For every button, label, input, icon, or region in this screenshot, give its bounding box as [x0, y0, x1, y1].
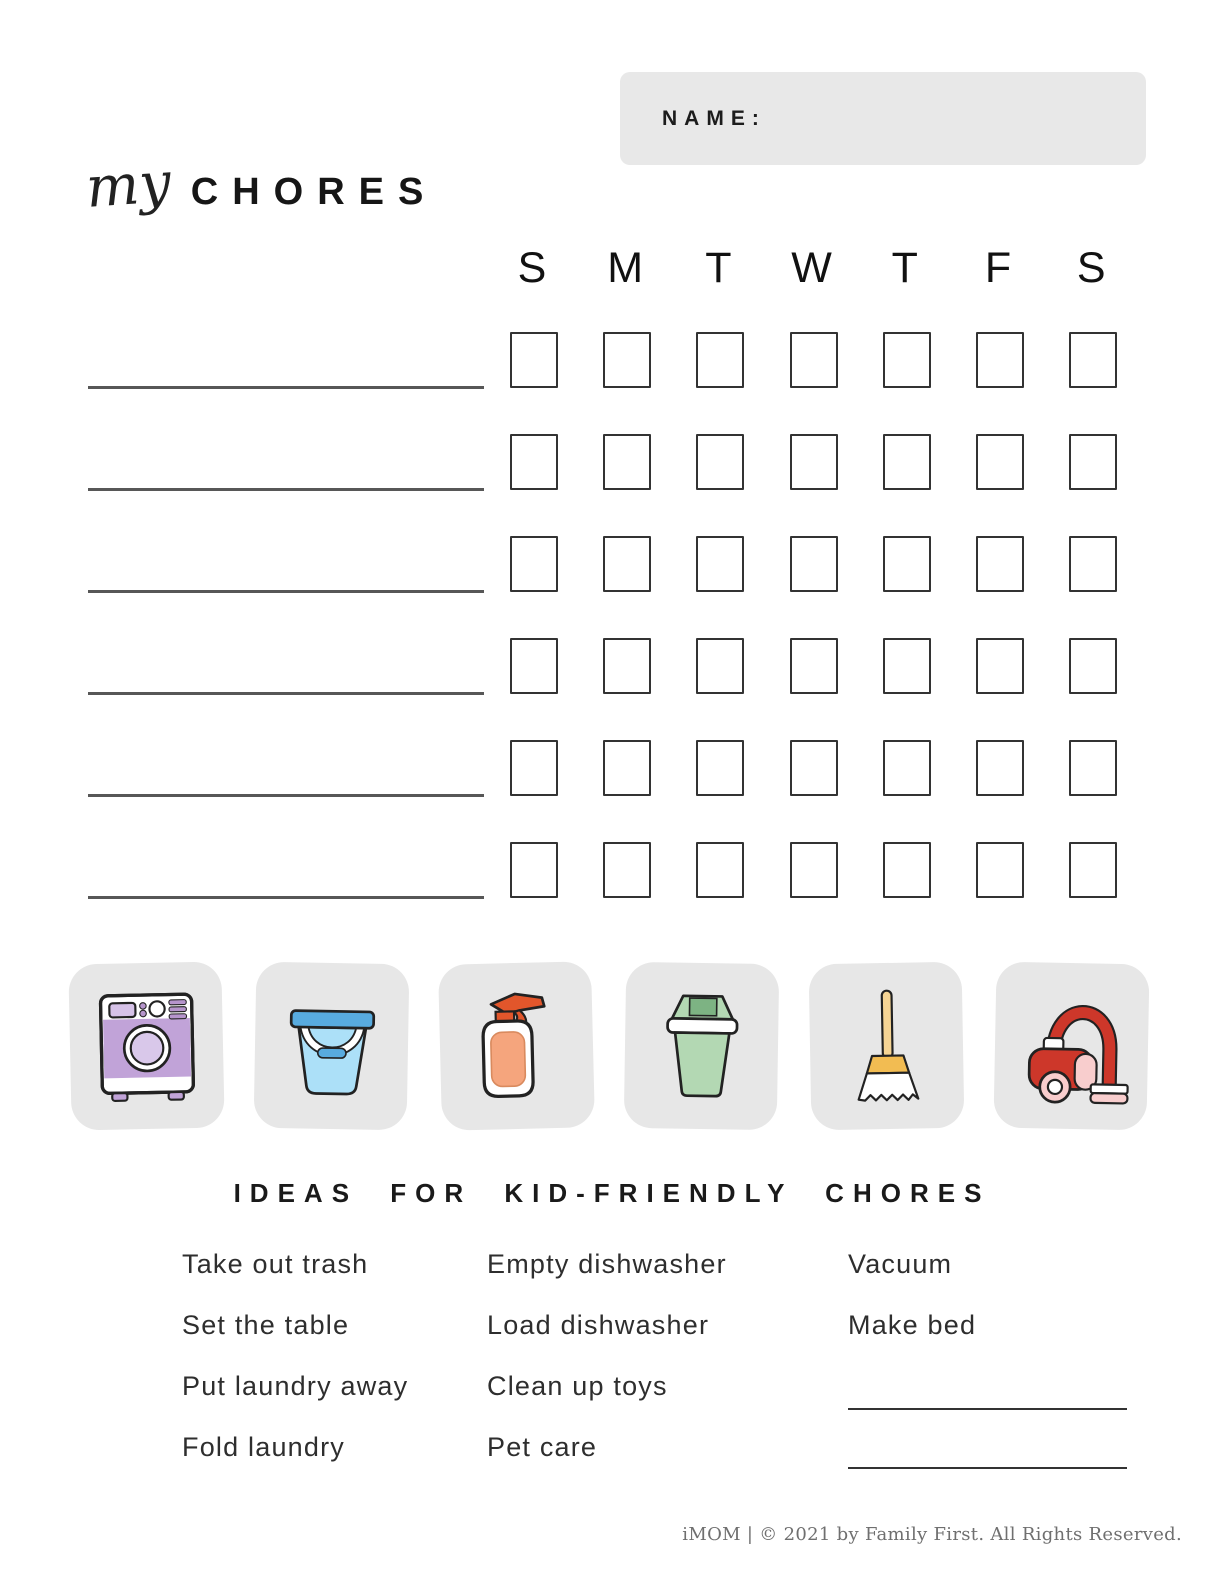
trash-can-icon [641, 981, 763, 1111]
page-title [83, 150, 438, 221]
idea-item: Clean up toys [487, 1371, 668, 1401]
day-checkbox[interactable] [696, 842, 744, 898]
day-checkbox[interactable] [510, 638, 558, 694]
day-checkbox[interactable] [976, 536, 1024, 592]
name-input-box[interactable] [620, 72, 1146, 165]
ideas-column-3 [848, 1248, 976, 1370]
day-checkbox[interactable] [510, 842, 558, 898]
day-header-0: S [517, 244, 547, 292]
day-checkbox[interactable] [1069, 536, 1117, 592]
day-checkbox[interactable] [790, 434, 838, 490]
day-checkbox[interactable] [883, 332, 931, 388]
day-checkbox[interactable] [603, 536, 651, 592]
broom-tile [809, 962, 965, 1131]
day-checkbox[interactable] [603, 740, 651, 796]
day-checkbox[interactable] [790, 842, 838, 898]
day-checkbox[interactable] [510, 434, 558, 490]
title-caps-word: CHORES [190, 171, 438, 213]
day-checkbox[interactable] [883, 638, 931, 694]
day-checkbox[interactable] [883, 740, 931, 796]
day-checkbox[interactable] [1069, 842, 1117, 898]
custom-chore-line[interactable] [848, 1408, 1127, 1410]
vacuum-icon [1010, 981, 1132, 1111]
washing-machine-icon [85, 981, 208, 1111]
day-header-5: F [984, 244, 1012, 292]
washing-machine-tile [68, 961, 224, 1130]
day-checkbox[interactable] [1069, 332, 1117, 388]
idea-item: Make bed [848, 1310, 977, 1340]
name-label: NAME: [662, 106, 766, 130]
bucket-tile [254, 962, 410, 1131]
chore-name-line[interactable] [88, 386, 484, 389]
ideas-column-2 [487, 1248, 727, 1492]
day-checkbox[interactable] [603, 638, 651, 694]
day-header-3: W [791, 244, 832, 292]
day-header-6: S [1076, 244, 1106, 292]
day-checkbox[interactable] [1069, 434, 1117, 490]
custom-chore-line[interactable] [848, 1467, 1127, 1469]
day-checkbox[interactable] [696, 332, 744, 388]
chore-name-line[interactable] [88, 488, 484, 491]
spray-bottle-icon [455, 981, 578, 1112]
vacuum-tile [993, 962, 1149, 1131]
day-checkbox[interactable] [976, 638, 1024, 694]
day-checkbox[interactable] [603, 332, 651, 388]
day-header-2: T [705, 244, 732, 292]
day-checkbox[interactable] [976, 434, 1024, 490]
chore-name-line[interactable] [88, 692, 484, 695]
trash-can-tile [624, 962, 780, 1130]
title-script-word: my [83, 150, 173, 221]
broom-icon [825, 981, 947, 1111]
day-checkbox[interactable] [696, 740, 744, 796]
bucket-icon [270, 981, 392, 1111]
day-checkbox[interactable] [976, 842, 1024, 898]
idea-item: Set the table [182, 1310, 350, 1340]
chore-name-line[interactable] [88, 896, 484, 899]
day-checkbox[interactable] [790, 638, 838, 694]
ideas-heading: IDEAS FOR KID-FRIENDLY CHORES [233, 1178, 991, 1208]
day-checkbox[interactable] [696, 536, 744, 592]
day-checkbox[interactable] [883, 842, 931, 898]
day-checkbox[interactable] [1069, 740, 1117, 796]
chore-name-line[interactable] [88, 590, 484, 593]
day-checkbox[interactable] [790, 332, 838, 388]
day-checkbox[interactable] [1069, 638, 1117, 694]
idea-item: Pet care [487, 1432, 598, 1462]
day-checkbox[interactable] [976, 332, 1024, 388]
day-header-1: M [607, 244, 644, 292]
idea-item: Vacuum [848, 1249, 953, 1279]
idea-item: Take out trash [182, 1249, 369, 1279]
idea-item: Load dishwasher [487, 1310, 710, 1340]
day-header-4: T [891, 244, 918, 292]
day-checkbox[interactable] [603, 434, 651, 490]
idea-item: Empty dishwasher [487, 1249, 727, 1279]
day-checkbox[interactable] [976, 740, 1024, 796]
day-checkbox[interactable] [696, 434, 744, 490]
day-checkbox[interactable] [790, 740, 838, 796]
day-checkbox[interactable] [603, 842, 651, 898]
idea-item: Fold laundry [182, 1432, 345, 1462]
day-checkbox[interactable] [696, 638, 744, 694]
day-checkbox[interactable] [883, 536, 931, 592]
copyright-footer: iMOM | © 2021 by Family First. All Rights Reserved. [682, 1524, 1182, 1545]
day-checkbox[interactable] [790, 536, 838, 592]
idea-item: Put laundry away [182, 1371, 409, 1401]
day-checkbox[interactable] [510, 740, 558, 796]
chore-name-line[interactable] [88, 794, 484, 797]
day-checkbox[interactable] [510, 536, 558, 592]
day-checkbox[interactable] [510, 332, 558, 388]
ideas-column-1 [182, 1248, 408, 1492]
spray-bottle-tile [438, 961, 595, 1131]
day-checkbox[interactable] [883, 434, 931, 490]
